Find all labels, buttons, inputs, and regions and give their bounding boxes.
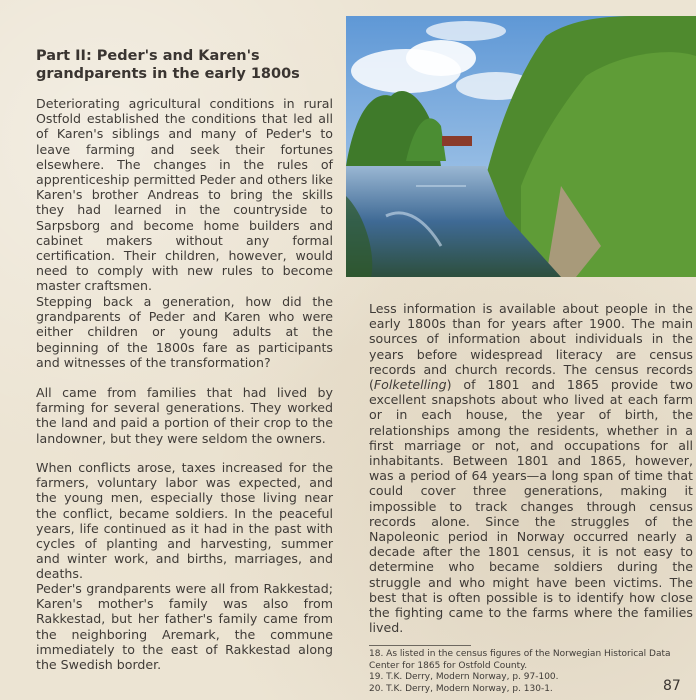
- left-paragraph-3: All came from families that had lived by farming for several generations. They worked the land and paid a portion of their crop to the landowner, but they were seldom the owners.: [36, 385, 333, 446]
- section-heading: Part II: Peder's and Karen's grandparents in the early 1800s: [36, 48, 300, 82]
- footnote-18: 18. As listed in the census figures of the Norwegian Historical Data Center for 1865 for Ostfold County.: [369, 649, 671, 671]
- right-paragraph-1: [369, 301, 693, 635]
- canal-landscape-photo: [346, 16, 696, 277]
- footnote-20: 20. T.K. Derry, Modern Norway, p. 130-1.: [369, 683, 553, 694]
- footnotes: [369, 649, 689, 695]
- footnote-divider: [369, 645, 471, 646]
- left-paragraph-1: Deteriorating agricultural conditions in rural Ostfold established the conditions that led all of Karen's siblings and many of Peder's to leave farming and seek their fortunes elsewhere. The changes in the rules of apprenticeship permitted Peder and others like Karen's brother Andreas to bring the skills they had learned in the countryside to Sarpsborg and become home builders and cabinet makers without any formal certification. Their children, however, would need to comply with new rules to become master craftsmen.: [36, 96, 333, 294]
- page-number: 87: [663, 678, 681, 694]
- footnote-19: 19. T.K. Derry, Modern Norway, p. 97-100.: [369, 672, 559, 683]
- right-paragraph-text-after: ) of 1801 and 1865 provide two excellent snapshots about who lived at each farm or in each house, the year of birth, the relationships among the residents, whether in a first marriage or not, and occupations for all inhabitants. Between 1801 and 1865, however, was a period of 64 years—a long span of time that could cover three generations, making it impossible to track changes through census records alone. Since the struggles of the Napoleonic period in Norway occurred nearly a decade after the 1801 census, it is not easy to determine who became soldiers during the struggle and who might have been victims. The best that is often possible is to identify how close the fighting came to the farms where the families lived.: [369, 377, 693, 636]
- left-paragraph-2: Stepping back a generation, how did the grandparents of Peder and Karen who were either children or young adults at the beginning of the 1800s fare as participants and witnesses of the transformation?: [36, 294, 333, 370]
- folketelling-term: Folketelling: [373, 377, 447, 393]
- left-paragraph-4: When conflicts arose, taxes increased for the farmers, voluntary labor was expected, and the young men, especially those living near the conflict, became soldiers. In the peaceful years, life continued as it had in the past with cycles of planting and harvesting, summer and winter work, and births, marriages, and deaths.: [36, 460, 333, 582]
- right-paragraph-text-before: Less information is available about people in the early 1800s than for years after 1900. The main sources of information about individuals in the years before widespread literacy are census records and church records. The census records (: [369, 301, 693, 393]
- left-paragraph-5: Peder's grandparents were all from Rakkestad; Karen's mother's family was also from Rakkestad, but her father's family came from the neighboring Aremark, the commune immediately to the east of Rakkestad along the Swedish border.: [36, 581, 333, 673]
